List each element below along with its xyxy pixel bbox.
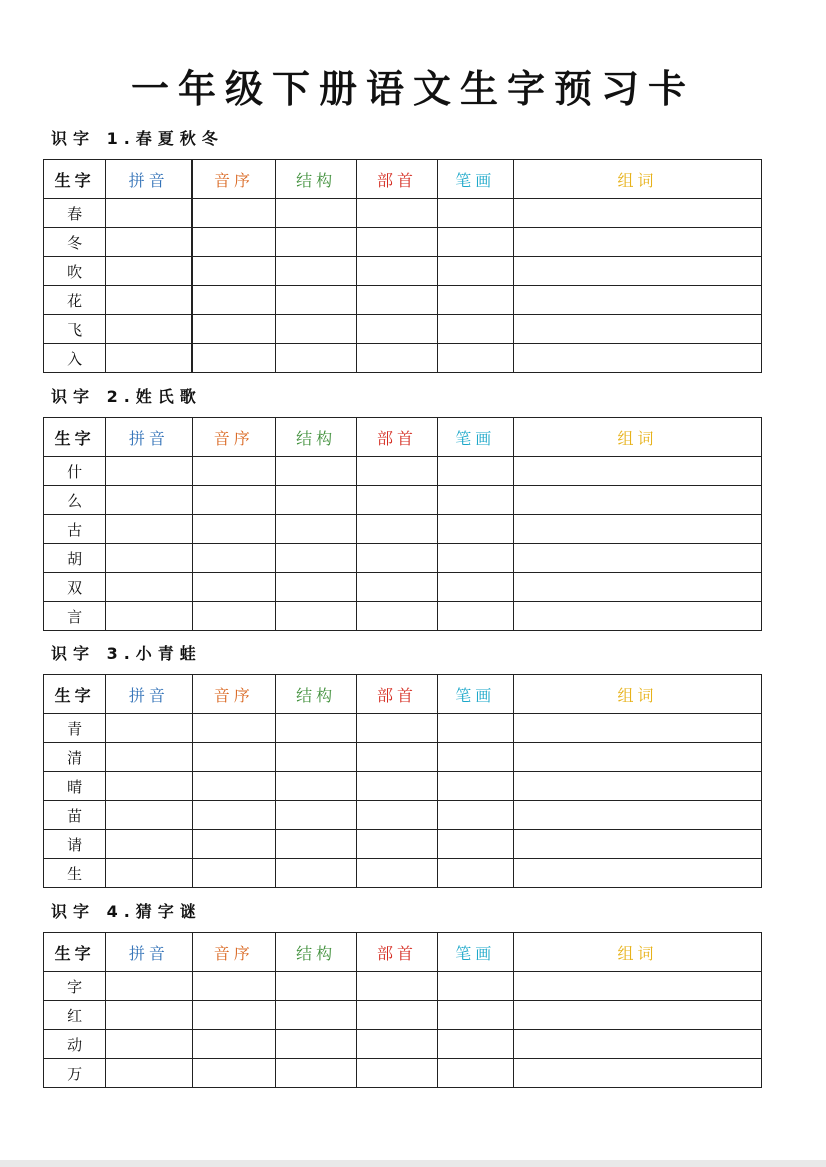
- blank-answer-cell[interactable]: [192, 573, 275, 602]
- column-header: 音序: [192, 418, 275, 457]
- blank-answer-cell[interactable]: [192, 602, 275, 631]
- blank-answer-cell[interactable]: [106, 515, 192, 544]
- blank-answer-cell[interactable]: [513, 1059, 761, 1088]
- blank-answer-cell[interactable]: [275, 515, 356, 544]
- blank-answer-cell[interactable]: [513, 199, 761, 228]
- table-header-row: [44, 418, 762, 457]
- blank-answer-cell[interactable]: [357, 257, 437, 286]
- blank-answer-cell[interactable]: [357, 1030, 437, 1059]
- blank-answer-cell[interactable]: [192, 743, 275, 772]
- blank-answer-cell[interactable]: [437, 1059, 513, 1088]
- blank-answer-cell[interactable]: [106, 286, 192, 315]
- blank-answer-cell[interactable]: [106, 315, 192, 344]
- blank-answer-cell[interactable]: [106, 457, 192, 486]
- column-header: 生字: [44, 675, 106, 714]
- blank-answer-cell[interactable]: [192, 1059, 275, 1088]
- blank-answer-cell[interactable]: [357, 772, 437, 801]
- blank-answer-cell[interactable]: [513, 859, 761, 888]
- character-cell: 红: [44, 1001, 106, 1030]
- table-header-row: [44, 933, 762, 972]
- column-header: 拼音: [106, 418, 192, 457]
- blank-answer-cell[interactable]: [192, 257, 275, 286]
- table-row: [44, 257, 762, 286]
- blank-answer-cell[interactable]: [437, 801, 513, 830]
- column-header: 笔画: [437, 675, 513, 714]
- blank-answer-cell[interactable]: [275, 1030, 356, 1059]
- character-cell: 春: [44, 199, 106, 228]
- blank-answer-cell[interactable]: [275, 714, 356, 743]
- column-header: 拼音: [106, 160, 192, 199]
- blank-answer-cell[interactable]: [275, 859, 356, 888]
- blank-answer-cell[interactable]: [192, 1030, 275, 1059]
- character-cell: 言: [44, 602, 106, 631]
- lesson-table: [43, 417, 762, 631]
- blank-answer-cell[interactable]: [192, 486, 275, 515]
- blank-answer-cell[interactable]: [192, 772, 275, 801]
- blank-answer-cell[interactable]: [357, 1059, 437, 1088]
- table-header-row: [44, 675, 762, 714]
- blank-answer-cell[interactable]: [275, 286, 356, 315]
- blank-answer-cell[interactable]: [275, 602, 356, 631]
- blank-answer-cell[interactable]: [106, 486, 192, 515]
- blank-answer-cell[interactable]: [513, 257, 761, 286]
- blank-answer-cell[interactable]: [275, 743, 356, 772]
- blank-answer-cell[interactable]: [437, 772, 513, 801]
- column-header: 组词: [513, 933, 761, 972]
- blank-answer-cell[interactable]: [106, 1030, 192, 1059]
- blank-answer-cell[interactable]: [513, 743, 761, 772]
- table-row: [44, 743, 762, 772]
- blank-answer-cell[interactable]: [513, 315, 761, 344]
- character-cell: 生: [44, 859, 106, 888]
- blank-answer-cell[interactable]: [437, 972, 513, 1001]
- lesson-heading: 识字 1.春夏秋冬: [51, 129, 224, 148]
- blank-answer-cell[interactable]: [275, 199, 356, 228]
- character-cell: 冬: [44, 228, 106, 257]
- column-header: 部首: [357, 933, 437, 972]
- column-header: 结构: [275, 675, 356, 714]
- blank-answer-cell[interactable]: [437, 286, 513, 315]
- character-cell: 飞: [44, 315, 106, 344]
- lesson-table: [43, 932, 762, 1088]
- blank-answer-cell[interactable]: [192, 457, 275, 486]
- blank-answer-cell[interactable]: [192, 286, 275, 315]
- column-header: 拼音: [106, 675, 192, 714]
- blank-answer-cell[interactable]: [275, 457, 356, 486]
- column-header: 部首: [357, 418, 437, 457]
- character-cell: 吹: [44, 257, 106, 286]
- table-row: [44, 772, 762, 801]
- blank-answer-cell[interactable]: [437, 1001, 513, 1030]
- column-header: 音序: [192, 933, 275, 972]
- character-cell: 入: [44, 344, 106, 373]
- blank-answer-cell[interactable]: [513, 457, 761, 486]
- blank-answer-cell[interactable]: [437, 1030, 513, 1059]
- blank-answer-cell[interactable]: [192, 972, 275, 1001]
- blank-answer-cell[interactable]: [275, 772, 356, 801]
- character-cell: 么: [44, 486, 106, 515]
- blank-answer-cell[interactable]: [192, 515, 275, 544]
- character-cell: 胡: [44, 544, 106, 573]
- blank-answer-cell[interactable]: [437, 199, 513, 228]
- blank-answer-cell[interactable]: [357, 714, 437, 743]
- blank-answer-cell[interactable]: [275, 801, 356, 830]
- table-row: [44, 315, 762, 344]
- blank-answer-cell[interactable]: [513, 714, 761, 743]
- character-cell: 请: [44, 830, 106, 859]
- column-header: 部首: [357, 675, 437, 714]
- blank-answer-cell[interactable]: [357, 573, 437, 602]
- character-cell: 苗: [44, 801, 106, 830]
- table-row: [44, 544, 762, 573]
- blank-answer-cell[interactable]: [357, 743, 437, 772]
- blank-answer-cell[interactable]: [357, 486, 437, 515]
- blank-answer-cell[interactable]: [192, 199, 275, 228]
- blank-answer-cell[interactable]: [513, 602, 761, 631]
- blank-answer-cell[interactable]: [192, 714, 275, 743]
- blank-answer-cell[interactable]: [437, 602, 513, 631]
- blank-answer-cell[interactable]: [275, 344, 356, 373]
- table-row: [44, 344, 762, 373]
- blank-answer-cell[interactable]: [357, 972, 437, 1001]
- blank-answer-cell[interactable]: [106, 801, 192, 830]
- blank-answer-cell[interactable]: [513, 573, 761, 602]
- blank-answer-cell[interactable]: [357, 859, 437, 888]
- character-cell: 什: [44, 457, 106, 486]
- blank-answer-cell[interactable]: [106, 743, 192, 772]
- blank-answer-cell[interactable]: [106, 772, 192, 801]
- table-row: [44, 1001, 762, 1030]
- table-row: [44, 859, 762, 888]
- blank-answer-cell[interactable]: [357, 515, 437, 544]
- table-row: [44, 457, 762, 486]
- table-row: [44, 199, 762, 228]
- blank-answer-cell[interactable]: [357, 199, 437, 228]
- blank-answer-cell[interactable]: [437, 228, 513, 257]
- blank-answer-cell[interactable]: [275, 257, 356, 286]
- blank-answer-cell[interactable]: [106, 602, 192, 631]
- page-bottom-edge: [0, 1160, 826, 1167]
- blank-answer-cell[interactable]: [106, 972, 192, 1001]
- lesson-table: [43, 674, 762, 888]
- blank-answer-cell[interactable]: [106, 257, 192, 286]
- blank-answer-cell[interactable]: [275, 315, 356, 344]
- character-cell: 花: [44, 286, 106, 315]
- table-row: [44, 801, 762, 830]
- blank-answer-cell[interactable]: [437, 344, 513, 373]
- table-row: [44, 286, 762, 315]
- blank-answer-cell[interactable]: [275, 1059, 356, 1088]
- blank-answer-cell[interactable]: [357, 830, 437, 859]
- blank-answer-cell[interactable]: [192, 344, 275, 373]
- column-header: 音序: [192, 160, 275, 199]
- blank-answer-cell[interactable]: [437, 457, 513, 486]
- blank-answer-cell[interactable]: [192, 801, 275, 830]
- character-cell: 字: [44, 972, 106, 1001]
- column-header: 组词: [513, 160, 761, 199]
- blank-answer-cell[interactable]: [513, 486, 761, 515]
- blank-answer-cell[interactable]: [437, 257, 513, 286]
- blank-answer-cell[interactable]: [437, 315, 513, 344]
- blank-answer-cell[interactable]: [275, 228, 356, 257]
- blank-answer-cell[interactable]: [106, 830, 192, 859]
- blank-answer-cell[interactable]: [106, 1059, 192, 1088]
- blank-answer-cell[interactable]: [513, 772, 761, 801]
- blank-answer-cell[interactable]: [513, 801, 761, 830]
- table-row: [44, 972, 762, 1001]
- character-cell: 双: [44, 573, 106, 602]
- blank-answer-cell[interactable]: [106, 199, 192, 228]
- blank-answer-cell[interactable]: [513, 515, 761, 544]
- blank-answer-cell[interactable]: [357, 457, 437, 486]
- blank-answer-cell[interactable]: [106, 859, 192, 888]
- blank-answer-cell[interactable]: [437, 830, 513, 859]
- blank-answer-cell[interactable]: [275, 544, 356, 573]
- column-header: 结构: [275, 418, 356, 457]
- blank-answer-cell[interactable]: [357, 286, 437, 315]
- character-cell: 清: [44, 743, 106, 772]
- blank-answer-cell[interactable]: [357, 1001, 437, 1030]
- table-row: [44, 714, 762, 743]
- page-title: 一年级下册语文生字预习卡: [130, 67, 695, 111]
- blank-answer-cell[interactable]: [275, 1001, 356, 1030]
- column-header: 笔画: [437, 418, 513, 457]
- blank-answer-cell[interactable]: [513, 286, 761, 315]
- table-row: [44, 602, 762, 631]
- character-cell: 动: [44, 1030, 106, 1059]
- blank-answer-cell[interactable]: [437, 714, 513, 743]
- blank-answer-cell[interactable]: [192, 1001, 275, 1030]
- blank-answer-cell[interactable]: [106, 228, 192, 257]
- character-cell: 万: [44, 1059, 106, 1088]
- column-header: 组词: [513, 675, 761, 714]
- table-row: [44, 515, 762, 544]
- blank-answer-cell[interactable]: [437, 515, 513, 544]
- character-cell: 青: [44, 714, 106, 743]
- table-row: [44, 1030, 762, 1059]
- table-row: [44, 486, 762, 515]
- blank-answer-cell[interactable]: [275, 830, 356, 859]
- blank-answer-cell[interactable]: [192, 830, 275, 859]
- blank-answer-cell[interactable]: [513, 344, 761, 373]
- blank-answer-cell[interactable]: [437, 743, 513, 772]
- blank-answer-cell[interactable]: [275, 972, 356, 1001]
- blank-answer-cell[interactable]: [513, 1001, 761, 1030]
- blank-answer-cell[interactable]: [357, 801, 437, 830]
- column-header: 部首: [357, 160, 437, 199]
- blank-answer-cell[interactable]: [106, 344, 192, 373]
- blank-answer-cell[interactable]: [437, 573, 513, 602]
- blank-answer-cell[interactable]: [357, 228, 437, 257]
- blank-answer-cell[interactable]: [513, 972, 761, 1001]
- table-row: [44, 573, 762, 602]
- lesson-heading: 识字 2.姓氏歌: [51, 387, 202, 406]
- column-header: 生字: [44, 160, 106, 199]
- blank-answer-cell[interactable]: [192, 315, 275, 344]
- blank-answer-cell[interactable]: [437, 544, 513, 573]
- table-header-row: [44, 160, 762, 199]
- column-header: 结构: [275, 933, 356, 972]
- blank-answer-cell[interactable]: [513, 544, 761, 573]
- column-header: 音序: [192, 675, 275, 714]
- blank-answer-cell[interactable]: [192, 228, 275, 257]
- blank-answer-cell[interactable]: [106, 714, 192, 743]
- blank-answer-cell[interactable]: [357, 544, 437, 573]
- blank-answer-cell[interactable]: [106, 1001, 192, 1030]
- blank-answer-cell[interactable]: [106, 544, 192, 573]
- blank-answer-cell[interactable]: [275, 486, 356, 515]
- character-cell: 古: [44, 515, 106, 544]
- table-row: [44, 228, 762, 257]
- column-header: 拼音: [106, 933, 192, 972]
- column-header: 结构: [275, 160, 356, 199]
- column-header: 生字: [44, 418, 106, 457]
- blank-answer-cell[interactable]: [513, 830, 761, 859]
- blank-answer-cell[interactable]: [357, 315, 437, 344]
- table-row: [44, 830, 762, 859]
- blank-answer-cell[interactable]: [437, 859, 513, 888]
- blank-answer-cell[interactable]: [275, 573, 356, 602]
- blank-answer-cell[interactable]: [106, 573, 192, 602]
- blank-answer-cell[interactable]: [357, 344, 437, 373]
- column-header: 生字: [44, 933, 106, 972]
- blank-answer-cell[interactable]: [437, 486, 513, 515]
- column-header: 笔画: [437, 160, 513, 199]
- lesson-heading: 识字 4.猜字谜: [51, 902, 202, 921]
- blank-answer-cell[interactable]: [357, 602, 437, 631]
- blank-answer-cell[interactable]: [513, 228, 761, 257]
- blank-answer-cell[interactable]: [513, 1030, 761, 1059]
- lesson-heading: 识字 3.小青蛙: [51, 644, 202, 663]
- blank-answer-cell[interactable]: [192, 544, 275, 573]
- lesson-table: [43, 159, 762, 373]
- column-header: 笔画: [437, 933, 513, 972]
- table-row: [44, 1059, 762, 1088]
- column-header: 组词: [513, 418, 761, 457]
- character-cell: 晴: [44, 772, 106, 801]
- blank-answer-cell[interactable]: [192, 859, 275, 888]
